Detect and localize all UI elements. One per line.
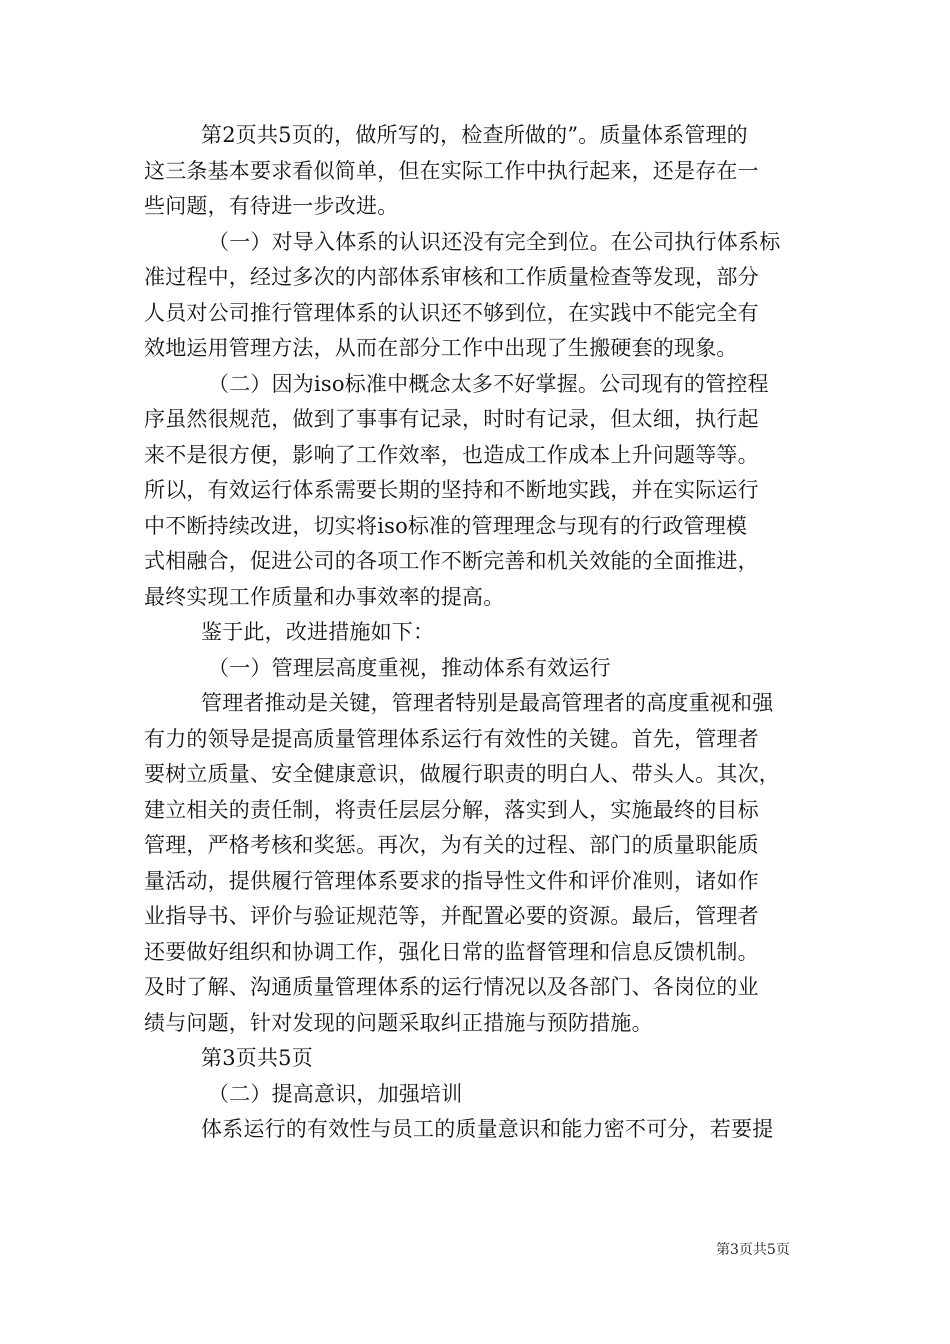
text-line: 这三条基本要求看似简单，但在实际工作中执行起来，还是存在一 [144,158,759,183]
text-line: 有力的领导是提高质量管理体系运行有效性的关键。首先，管理者 [144,726,759,751]
text-line: 人员对公司推行管理体系的认识还不够到位，在实践中不能完全有 [144,300,759,325]
text-line: 些问题，有待进一步改进。 [144,194,399,218]
text-line: 要树立质量、安全健康意识，做履行职责的明白人、带头人。其次， [144,762,780,786]
text-line: 管理者推动是关键，管理者特别是最高管理者的高度重视和强 [201,691,774,715]
text-line: 绩与问题，针对发现的问题采取纠正措施与预防措施。 [144,1010,653,1035]
page-footer: 第3页共5页 [716,1242,790,1258]
text-line: （一）管理层高度重视，推动体系有效运行 [208,655,611,680]
text-line: 准过程中，经过多次的内部体系审核和工作质量检查等发现，部分 [144,265,759,289]
text-line: 还要做好组织和协调工作，强化日常的监督管理和信息反馈机制。 [144,939,759,964]
text-line: 及时了解、沟通质量管理体系的运行情况以及各部门、各岗位的业 [144,975,759,999]
text-line: 效地运用管理方法，从而在部分工作中出现了生搬硬套的现象。 [144,336,738,360]
text-line: 式相融合，促进公司的各项工作不断完善和机关效能的全面推进， [144,549,759,573]
text-line: 来不是很方便，影响了工作效率，也造成工作成本上升问题等等。 [144,442,759,467]
text-line: 业指导书、评价与验证规范等，并配置必要的资源。最后，管理者 [144,904,759,928]
text-line: 第2页共5页的，做所写的，检查所做的”。质量体系管理的 [201,123,748,147]
text-line: 所以，有效运行体系需要长期的坚持和不断地实践，并在实际运行 [144,478,759,502]
text-line: 序虽然很规范，做到了事事有记录，时时有记录，但太细，执行起 [144,407,759,431]
text-line: （二）提高意识，加强培训 [208,1081,463,1106]
text-line: （一）对导入体系的认识还没有完全到位。在公司执行体系标 [208,229,781,254]
document-body [144,118,814,1148]
text-line: 体系运行的有效性与员工的质量意识和能力密不可分，若要提 [201,1117,774,1141]
text-line: 量活动，提供履行管理体系要求的指导性文件和评价准则，诸如作 [144,868,759,893]
text-line: 鉴于此，改进措施如下： [201,620,435,644]
text-line: 建立相关的责任制，将责任层层分解，落实到人，实施最终的目标 [144,797,759,822]
text-line: 第3页共5页 [201,1046,313,1070]
text-line: 最终实现工作质量和办事效率的提高。 [144,584,505,609]
text-line: 管理，严格考核和奖惩。再次，为有关的过程、部门的质量职能质 [144,833,759,857]
text-line: （二）因为iso标准中概念太多不好掌握。公司现有的管控程 [208,371,769,396]
text-line: 中不断持续改进，切实将iso标准的管理理念与现有的行政管理模 [144,513,748,538]
